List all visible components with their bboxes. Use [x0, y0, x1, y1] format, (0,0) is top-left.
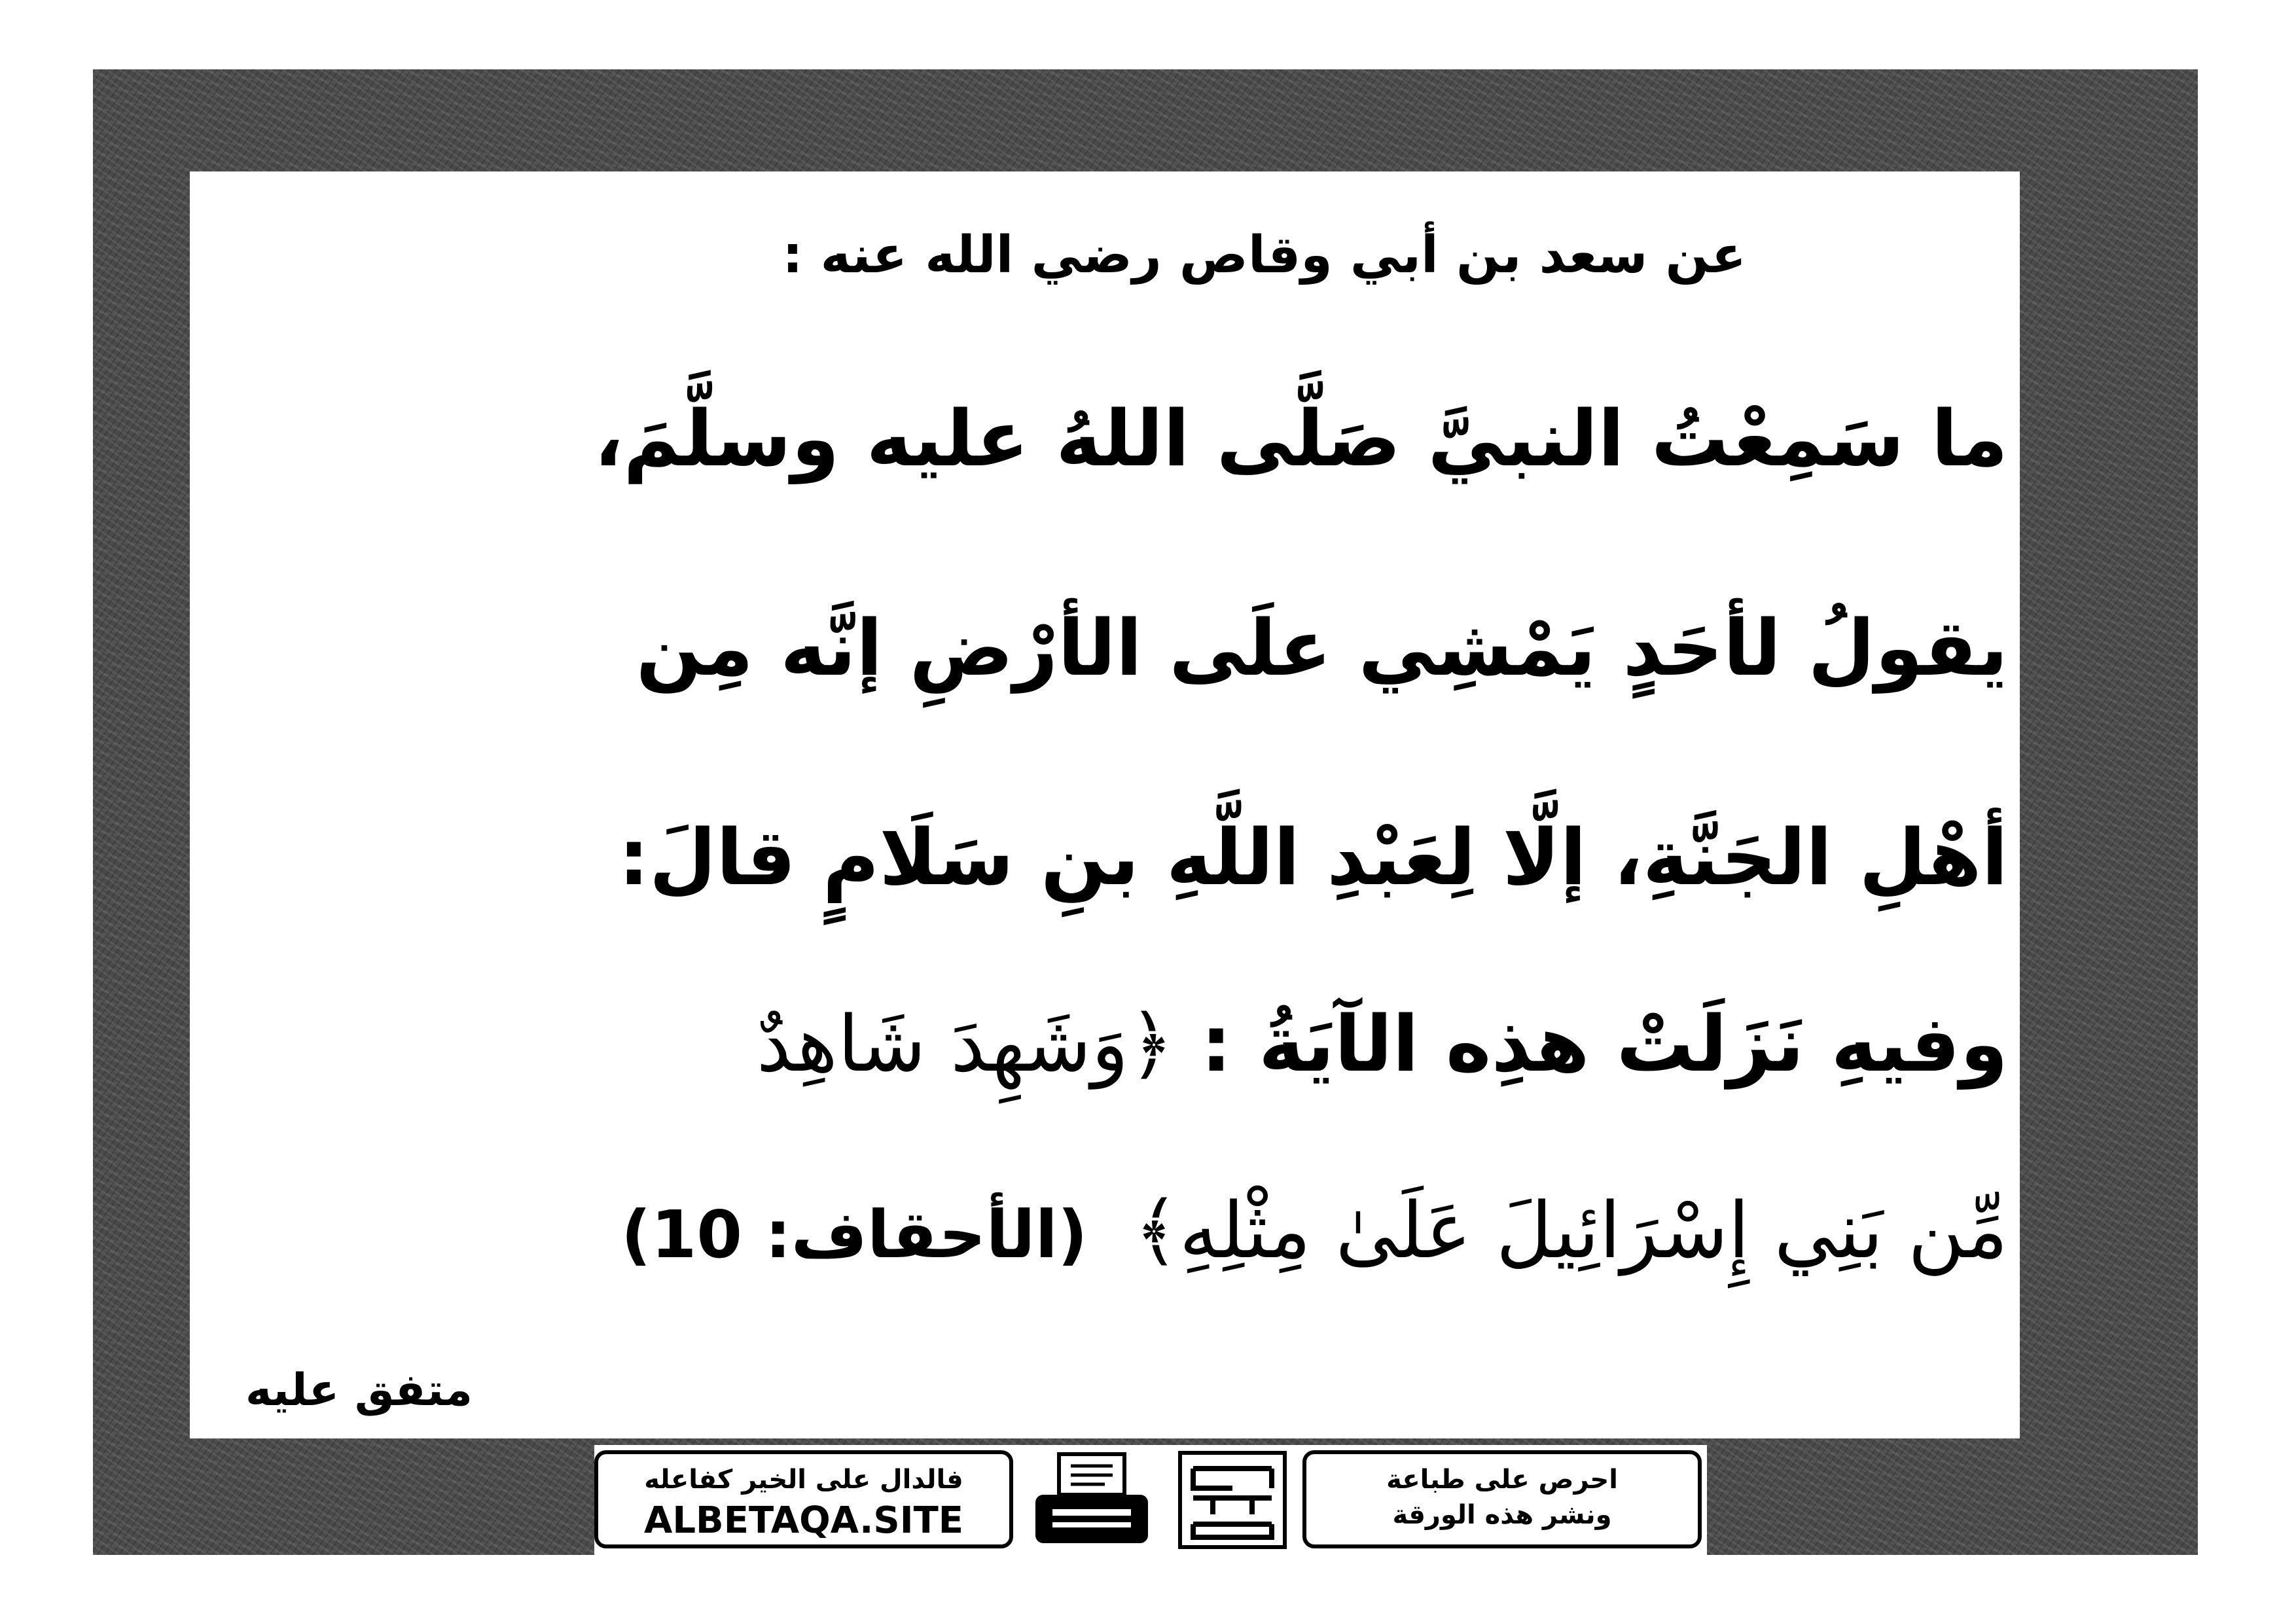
hadith-line-3: أهْلِ الجَنَّةِ، إلَّا لِعَبْدِ اللَّهِ بنِ سَلَامٍ قالَ: — [618, 812, 2008, 902]
hadith-line-2: يقولُ لأحَدٍ يَمْشِي علَى الأرْضِ إنَّه مِن — [636, 603, 2008, 693]
footer-print-line-2: ونشر هذه الورقة — [1392, 1500, 1612, 1530]
printer-icon — [1026, 1449, 1157, 1551]
hadith-grading: متفق عليه — [245, 1364, 473, 1416]
footer-print-line-1: احرص على طباعة — [1386, 1465, 1618, 1495]
hadith-line-5 — [621, 1171, 2008, 1294]
logo-icon — [1174, 1449, 1291, 1551]
footer-site-url[interactable]: ALBETAQA.SITE — [643, 1499, 964, 1542]
footer-print-box — [1302, 1450, 1702, 1548]
narrator-line: عن سعد بن أبي وقاص رضي الله عنه : — [782, 226, 1746, 285]
quran-verse-part-1: ﴿وَشَهِدَ شَاهِدٌ — [756, 999, 1174, 1089]
verse-intro: وفيهِ نَزَلَتْ هذِه الآيَةُ : — [1200, 999, 2008, 1089]
hadith-line-4 — [757, 985, 2008, 1103]
verse-reference: (الأحقاف: 10) — [621, 1196, 1088, 1273]
hadith-line-1: ما سَمِعْتُ النبيَّ صَلَّى اللهُ عليه وسلَّمَ، — [594, 393, 2008, 484]
quran-verse-part-2: مِّن بَنِي إِسْرَائِيلَ عَلَىٰ مِثْلِهِ﴾ — [1134, 1185, 2008, 1275]
footer-banner — [594, 1445, 1707, 1555]
footer-caption: فالدال على الخير كفاعله — [644, 1465, 963, 1495]
footer-site-box — [594, 1450, 1013, 1548]
